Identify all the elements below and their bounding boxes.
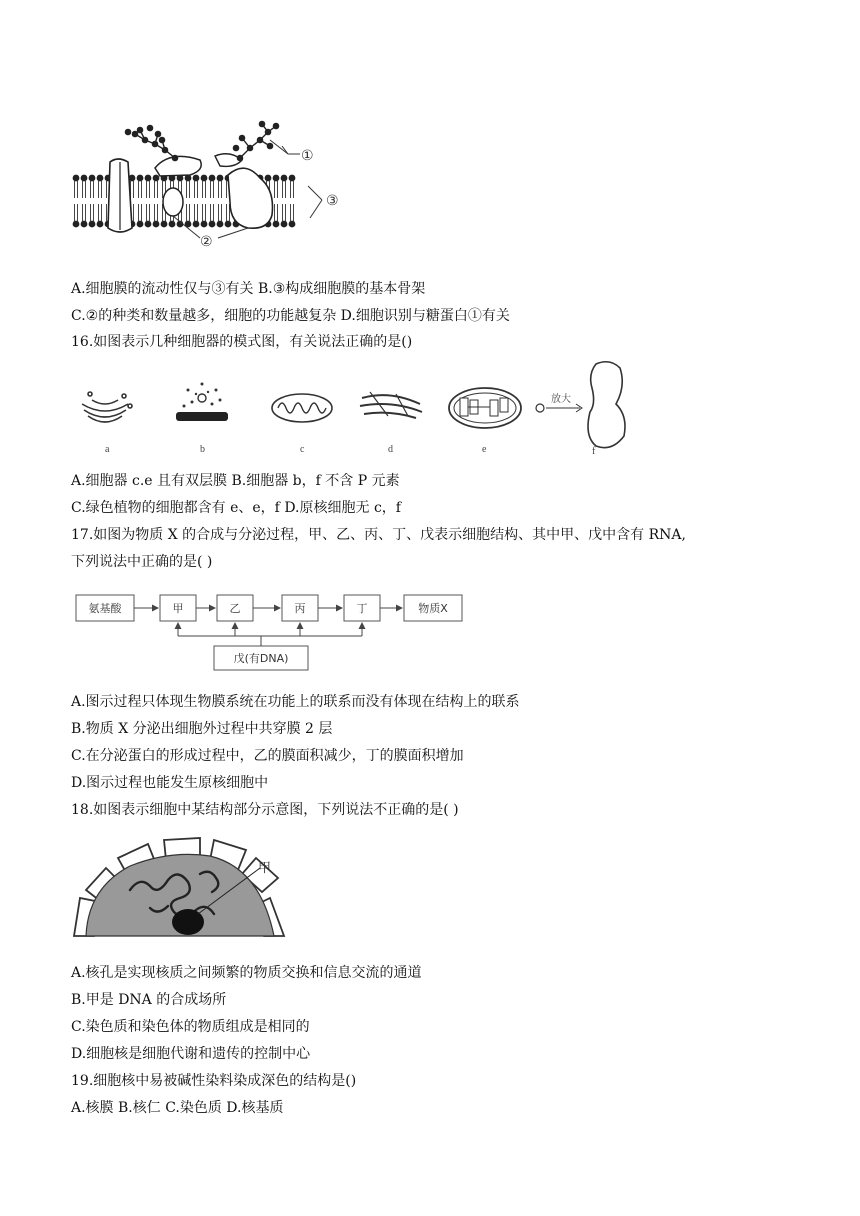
lipid-head bbox=[97, 221, 104, 228]
zoom-label: 放大 bbox=[551, 394, 571, 405]
q15-option-cd: C.②的种类和数量越多，细胞的功能越复杂 D.细胞识别与糖蛋白①有关 bbox=[71, 308, 510, 324]
lipid-head bbox=[217, 175, 224, 182]
lipid-head bbox=[73, 221, 80, 228]
embedded-protein-small bbox=[163, 188, 183, 216]
centrosome-icon bbox=[536, 362, 625, 448]
flow-ding: 丁 bbox=[356, 602, 368, 615]
q18-option-a: A.核孔是实现核质之间频繁的物质交换和信息交流的通道 bbox=[71, 965, 422, 981]
flow-substance-x: 物质X bbox=[418, 602, 448, 615]
flow-yi: 乙 bbox=[229, 602, 241, 615]
label-protein: ② bbox=[200, 234, 213, 250]
label-jia: 甲 bbox=[258, 861, 272, 876]
mitochondrion-icon bbox=[272, 394, 332, 422]
label-bilayer: ③ bbox=[326, 193, 339, 209]
label-b: b bbox=[200, 444, 205, 455]
flow-wu: 戊(有DNA) bbox=[233, 652, 289, 665]
lipid-tail bbox=[211, 204, 214, 221]
flow-jia: 甲 bbox=[172, 602, 184, 615]
lipid-tail bbox=[75, 181, 78, 198]
surface-protein bbox=[155, 156, 201, 176]
lipid-head bbox=[289, 221, 296, 228]
lipid-head bbox=[145, 175, 152, 182]
label-f: f bbox=[592, 446, 596, 457]
lipid-head bbox=[89, 175, 96, 182]
lipid-tail bbox=[139, 181, 142, 198]
lipid-head bbox=[97, 175, 104, 182]
q17-option-b: B.物质 X 分泌出细胞外过程中共穿膜 2 层 bbox=[71, 721, 333, 737]
lipid-tail bbox=[187, 181, 190, 198]
lipid-tail bbox=[83, 204, 86, 221]
lipid-tail bbox=[147, 204, 150, 221]
golgi-apparatus-icon bbox=[82, 392, 132, 422]
lipid-head bbox=[137, 221, 144, 228]
q18-option-d: D.细胞核是细胞代谢和遗传的控制中心 bbox=[71, 1046, 311, 1062]
q18-option-b: B.甲是 DNA 的合成场所 bbox=[71, 992, 227, 1008]
lipid-head bbox=[193, 221, 200, 228]
lipid-head bbox=[161, 221, 168, 228]
q16-option-cd: C.绿色植物的细胞都含有 e、e，f D.原核细胞无 c，f bbox=[71, 500, 401, 516]
lipid-tail bbox=[203, 181, 206, 198]
lipid-tail bbox=[91, 204, 94, 221]
endoplasmic-reticulum-icon bbox=[176, 383, 228, 422]
flow-amino-acid: 氨基酸 bbox=[88, 602, 122, 615]
rough-er-icon bbox=[360, 392, 422, 418]
q15-option-ab: A.细胞膜的流动性仅与③有关 B.③构成细胞膜的基本骨架 bbox=[71, 281, 426, 297]
lipid-head bbox=[193, 175, 200, 182]
lipid-head bbox=[169, 221, 176, 228]
lipid-tail bbox=[283, 181, 286, 198]
q17-option-c: C.在分泌蛋白的形成过程中，乙的膜面积减少，丁的膜面积增加 bbox=[71, 748, 464, 764]
lipid-tail bbox=[155, 181, 158, 198]
nucleus-figure bbox=[70, 828, 300, 940]
label-c: c bbox=[300, 444, 305, 455]
cell-membrane-figure bbox=[70, 120, 360, 250]
lipid-head bbox=[281, 175, 288, 182]
lipid-tail bbox=[275, 181, 278, 198]
lipid-head bbox=[201, 221, 208, 228]
flow-bing: 丙 bbox=[294, 602, 306, 615]
lipid-head bbox=[225, 221, 232, 228]
lipid-tail bbox=[219, 181, 222, 198]
lipid-head bbox=[81, 221, 88, 228]
q17-stem-line2: 下列说法中正确的是( ) bbox=[71, 554, 213, 570]
label-a: a bbox=[105, 444, 110, 455]
lipid-tail bbox=[131, 181, 134, 198]
lipid-head bbox=[265, 175, 272, 182]
lipid-head bbox=[73, 175, 80, 182]
q19-stem: 19.细胞核中易被碱性染料染成深色的结构是() bbox=[71, 1073, 357, 1089]
q16-stem: 16.如图表示几种细胞器的模式图，有关说法正确的是() bbox=[71, 334, 413, 350]
lipid-tail bbox=[75, 204, 78, 221]
lipid-tail bbox=[99, 204, 102, 221]
lipid-tail bbox=[227, 204, 230, 221]
lipid-head bbox=[209, 221, 216, 228]
label-glycoprotein: ① bbox=[301, 148, 314, 164]
q17-stem-line1: 17.如图为物质 X 的合成与分泌过程，甲、乙、丙、丁、戊表示细胞结构、其中甲、戊中含有 RNA, bbox=[71, 527, 686, 543]
lipid-head bbox=[153, 221, 160, 228]
q18-option-c: C.染色质和染色体的物质组成是相同的 bbox=[71, 1019, 310, 1035]
lipid-head bbox=[145, 221, 152, 228]
secretion-flow-figure bbox=[70, 590, 470, 675]
q19-options: A.核膜 B.核仁 C.染色质 D.核基质 bbox=[71, 1100, 284, 1116]
lipid-head bbox=[273, 221, 280, 228]
lipid-tail bbox=[211, 181, 214, 198]
lipid-tail bbox=[139, 204, 142, 221]
lipid-head bbox=[137, 175, 144, 182]
lipid-tail bbox=[155, 204, 158, 221]
lipid-tail bbox=[195, 204, 198, 221]
lipid-head bbox=[281, 221, 288, 228]
lipid-tail bbox=[291, 204, 294, 221]
lipid-head bbox=[201, 175, 208, 182]
glycoprotein-chain-left bbox=[125, 125, 177, 160]
lipid-tail bbox=[275, 204, 278, 221]
q17-option-d: D.图示过程也能发生原核细胞中 bbox=[71, 775, 269, 791]
lipid-tail bbox=[283, 204, 286, 221]
lipid-tail bbox=[219, 204, 222, 221]
label-e: e bbox=[482, 444, 487, 455]
lipid-tail bbox=[291, 181, 294, 198]
label-d: d bbox=[388, 444, 393, 455]
lipid-head bbox=[89, 221, 96, 228]
lipid-tail bbox=[187, 204, 190, 221]
q18-stem: 18.如图表示细胞中某结构部分示意图，下列说法不正确的是( ) bbox=[71, 802, 459, 818]
lipid-tail bbox=[147, 181, 150, 198]
lipid-tail bbox=[91, 181, 94, 198]
lipid-tail bbox=[195, 181, 198, 198]
q16-option-ab: A.细胞器 c.e 且有双层膜 B.细胞器 b，f 不含 P 元素 bbox=[71, 473, 400, 489]
lipid-tail bbox=[99, 181, 102, 198]
organelles-figure bbox=[70, 360, 650, 460]
lipid-head bbox=[209, 175, 216, 182]
lipid-head bbox=[289, 175, 296, 182]
chloroplast-icon bbox=[449, 388, 521, 428]
lipid-head bbox=[217, 221, 224, 228]
lipid-tail bbox=[203, 204, 206, 221]
lipid-head bbox=[153, 175, 160, 182]
lipid-head bbox=[273, 175, 280, 182]
lipid-head bbox=[81, 175, 88, 182]
lipid-tail bbox=[83, 181, 86, 198]
q17-option-a: A.图示过程只体现生物膜系统在功能上的联系而没有体现在结构上的联系 bbox=[71, 694, 520, 710]
